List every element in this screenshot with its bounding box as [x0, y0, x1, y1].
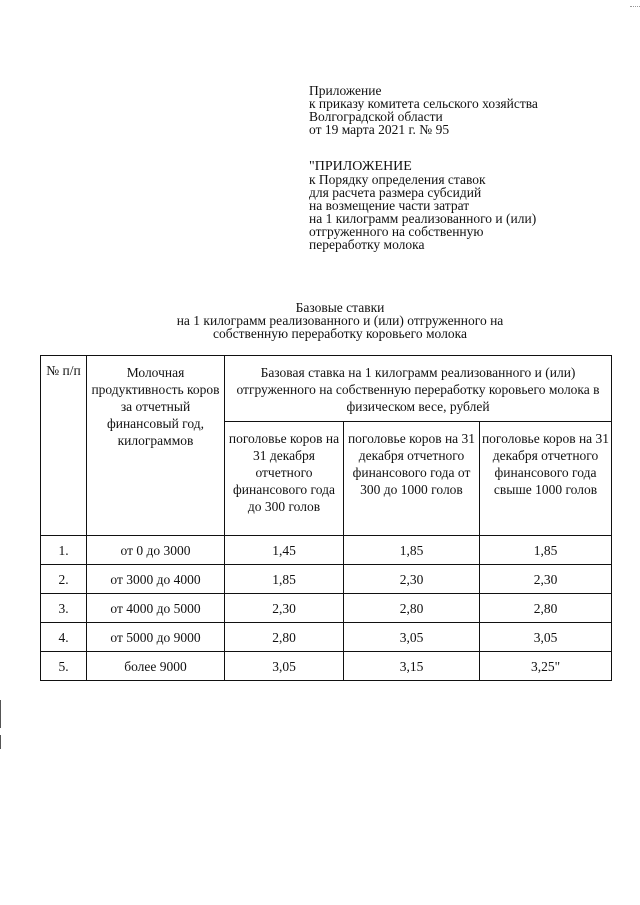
cell-rate-over-1000: 2,30: [480, 565, 612, 594]
table-title-line: на 1 килограмм реализованного и (или) отгруженного на: [176, 313, 504, 328]
scan-margin-mark: [0, 700, 1, 728]
header-productivity: Молочная продуктивность коров за отчетный финансовый год, килограммов: [87, 356, 225, 536]
table-title-line: собственную переработку коровьего молока: [213, 326, 467, 341]
table-header-row: [41, 356, 612, 422]
cell-rate-300-1000: 2,80: [344, 594, 480, 623]
procedure-appendix-line: "ПРИЛОЖЕНИЕ: [309, 159, 412, 174]
cell-rate-up-to-300: 1,45: [225, 536, 344, 565]
cell-num: 2.: [41, 565, 87, 594]
cell-range: от 3000 до 4000: [87, 565, 225, 594]
cell-rate-over-1000: 2,80: [480, 594, 612, 623]
header-num: № п/п: [41, 356, 87, 536]
cell-rate-over-1000: 3,25": [480, 652, 612, 681]
procedure-appendix-line: отгруженного на собственную: [309, 224, 484, 239]
table-title: [120, 301, 560, 340]
procedure-appendix-line: переработку молока: [309, 237, 425, 252]
cell-range: от 4000 до 5000: [87, 594, 225, 623]
scan-corner-mark: [630, 0, 640, 7]
order-appendix-header: [309, 84, 538, 136]
order-appendix-line: к приказу комитета сельского хозяйства: [309, 96, 538, 111]
procedure-appendix-line: для расчета размера субсидий: [309, 185, 482, 200]
table-row: [41, 536, 612, 565]
cell-rate-300-1000: 1,85: [344, 536, 480, 565]
cell-range: от 5000 до 9000: [87, 623, 225, 652]
cell-num: 5.: [41, 652, 87, 681]
cell-num: 4.: [41, 623, 87, 652]
scan-margin-mark: [0, 735, 1, 749]
header-herd-300-1000: поголовье коров на 31 декабря отчетного финансового года от 300 до 1000 голов: [344, 422, 480, 536]
order-appendix-line: Приложение: [309, 83, 382, 98]
header-herd-up-to-300: поголовье коров на 31 декабря отчетного финансового года до 300 голов: [225, 422, 344, 536]
table-row: [41, 652, 612, 681]
procedure-appendix-header: [309, 160, 536, 251]
header-base-rate: Базовая ставка на 1 килограмм реализованного и (или) отгруженного на собственную переработку коровьего молока в физическом весе, рублей: [225, 356, 612, 422]
cell-range: более 9000: [87, 652, 225, 681]
header-herd-over-1000: поголовье коров на 31 декабря отчетного финансового года свыше 1000 голов: [480, 422, 612, 536]
table-row: [41, 565, 612, 594]
cell-rate-300-1000: 2,30: [344, 565, 480, 594]
cell-rate-over-1000: 1,85: [480, 536, 612, 565]
procedure-appendix-line: на 1 килограмм реализованного и (или): [309, 211, 537, 226]
cell-range: от 0 до 3000: [87, 536, 225, 565]
cell-rate-up-to-300: 2,80: [225, 623, 344, 652]
table-title-line: Базовые ставки: [295, 300, 385, 315]
table-row: [41, 623, 612, 652]
cell-num: 3.: [41, 594, 87, 623]
order-appendix-line: от 19 марта 2021 г. № 95: [309, 122, 450, 137]
procedure-appendix-line: на возмещение части затрат: [309, 198, 470, 213]
cell-rate-up-to-300: 3,05: [225, 652, 344, 681]
cell-rate-up-to-300: 1,85: [225, 565, 344, 594]
base-rates-table: [40, 355, 612, 681]
cell-num: 1.: [41, 536, 87, 565]
cell-rate-over-1000: 3,05: [480, 623, 612, 652]
order-appendix-line: Волгоградской области: [309, 109, 443, 124]
procedure-appendix-line: к Порядку определения ставок: [309, 172, 486, 187]
cell-rate-300-1000: 3,15: [344, 652, 480, 681]
table-row: [41, 594, 612, 623]
cell-rate-up-to-300: 2,30: [225, 594, 344, 623]
cell-rate-300-1000: 3,05: [344, 623, 480, 652]
